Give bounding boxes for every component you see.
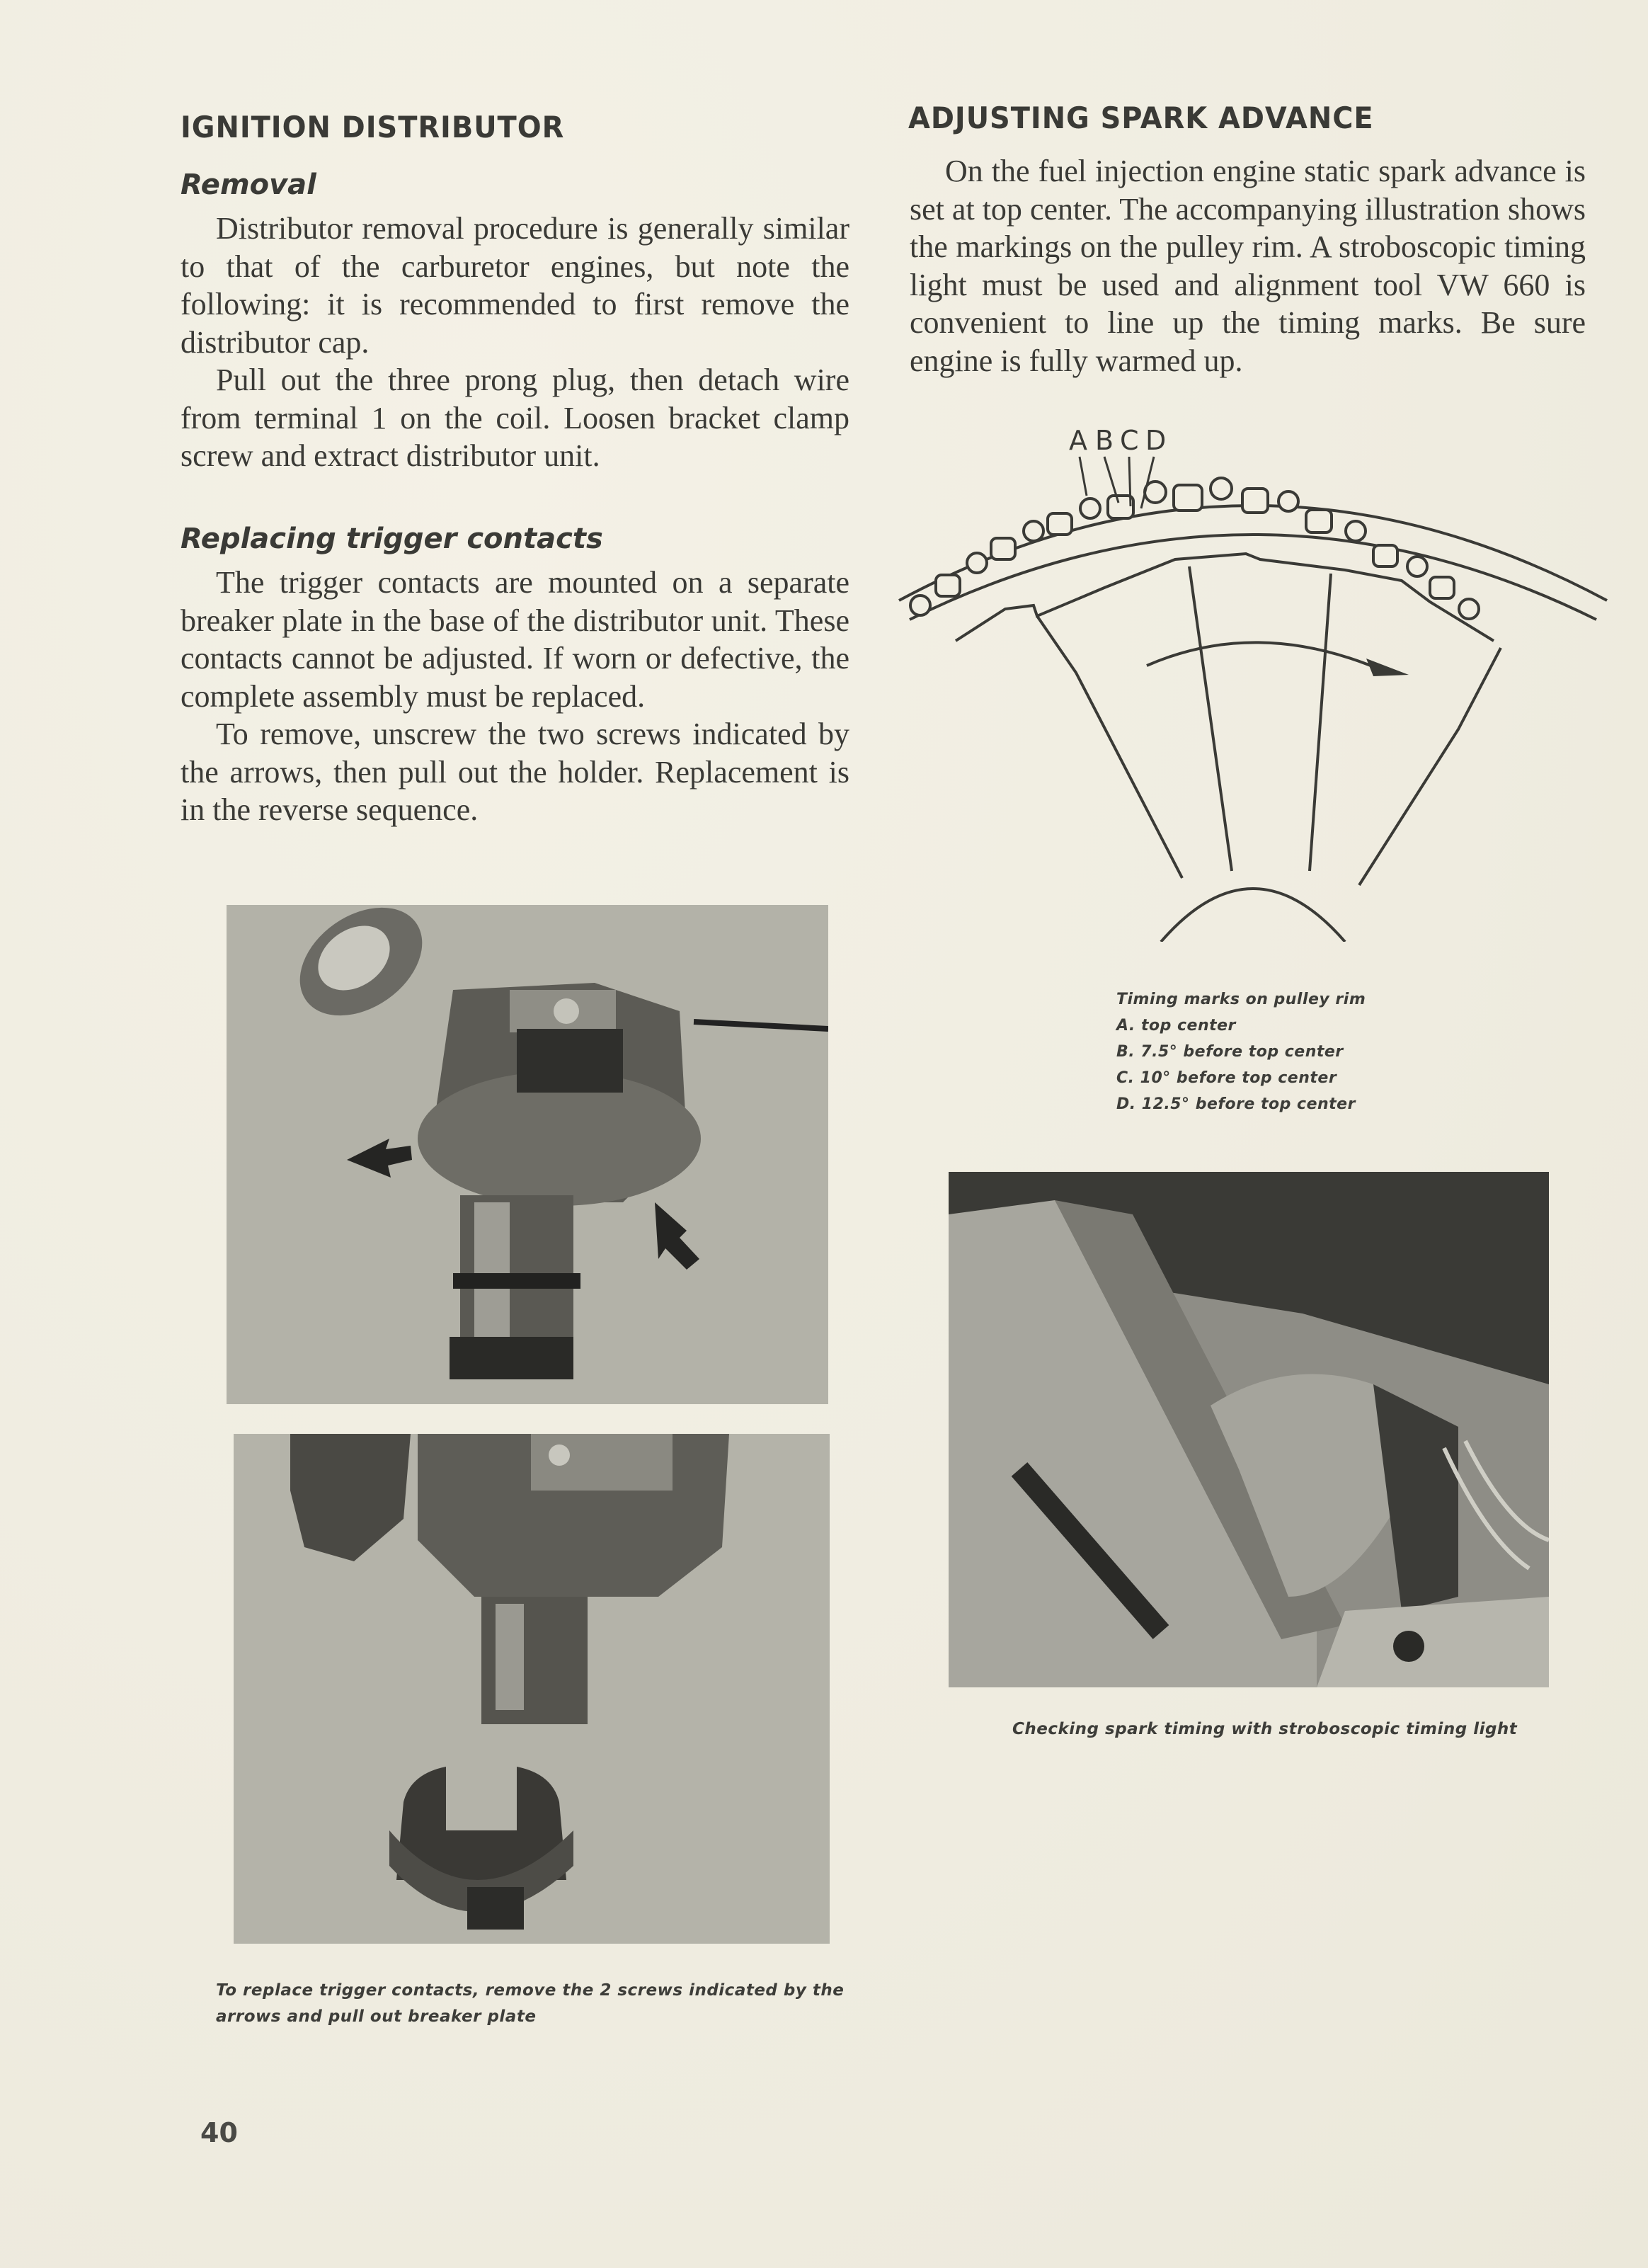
removal-body <box>181 210 849 475</box>
rotation-arrow <box>1147 642 1387 673</box>
trigger-paragraph-2: To remove, unscrew the two screws indicated by the arrows, then pull out the holder. Replacement is in the reverse sequence. <box>181 717 849 827</box>
removal-paragraph-2: Pull out the three prong plug, then detach wire from terminal 1 on the coil. Loosen bracket clamp screw and extract distributor unit. <box>181 363 849 473</box>
timing-light-photo <box>949 1172 1549 1687</box>
leader-line-a <box>1080 457 1087 496</box>
trigger-paragraph-1: The trigger contacts are mounted on a separate breaker plate in the base of the distributor unit. These contacts cannot be adjusted. If worn or defective, the complete assembly must be replaced. <box>181 565 849 714</box>
legend-item-a: A. top center <box>1116 1017 1236 1035</box>
mark-label-c: C <box>1120 425 1139 456</box>
trigger-contacts-body <box>181 564 849 829</box>
removal-paragraph-1: Distributor removal procedure is generally similar to that of the carburetor engines, but note the following: it is recommended to first remove the distributor cap. <box>181 211 849 360</box>
pulley-hub <box>1161 889 1345 942</box>
mark-label-d: D <box>1145 425 1167 456</box>
legend-item-b: B. 7.5° before top center <box>1116 1043 1344 1061</box>
subheading-removal: Removal <box>181 169 316 201</box>
section-heading-ignition-distributor: IGNITION DISTRIBUTOR <box>181 110 565 144</box>
page-number: 40 <box>200 2117 238 2148</box>
leader-line-c <box>1129 457 1131 506</box>
breaker-plate-photo <box>234 1434 830 1944</box>
legend-item-d: D. 12.5° before top center <box>1116 1095 1356 1113</box>
legend-title: Timing marks on pulley rim <box>1116 991 1366 1008</box>
spark-advance-body <box>910 152 1586 380</box>
legend-item-c: C. 10° before top center <box>1116 1069 1337 1087</box>
mark-label-a: A <box>1069 425 1087 456</box>
rotation-arrow-head <box>1366 659 1409 676</box>
timing-marks-legend <box>1116 986 1366 1117</box>
distributor-photo <box>227 905 828 1404</box>
spark-advance-paragraph: On the fuel injection engine static spark advance is set at top center. The accompanying illustration shows the markings on the pulley rim. A stroboscopic timing light must be used and alignment tool VW 660 is convenient to line up the timing marks. Be sure engine is fully warmed up. <box>910 154 1586 378</box>
subheading-replacing-trigger-contacts: Replacing trigger contacts <box>181 523 603 555</box>
distributor-figure-caption: To replace trigger contacts, remove the 2 screws indicated by the arrows and pull out breaker plate <box>216 1981 845 2026</box>
pulley-timing-diagram <box>892 418 1614 942</box>
timing-light-photo-caption: Checking spark timing with stroboscopic timing light <box>1012 1720 1518 1738</box>
mark-label-b: B <box>1095 425 1114 456</box>
section-heading-adjusting-spark-advance: ADJUSTING SPARK ADVANCE <box>908 101 1374 135</box>
